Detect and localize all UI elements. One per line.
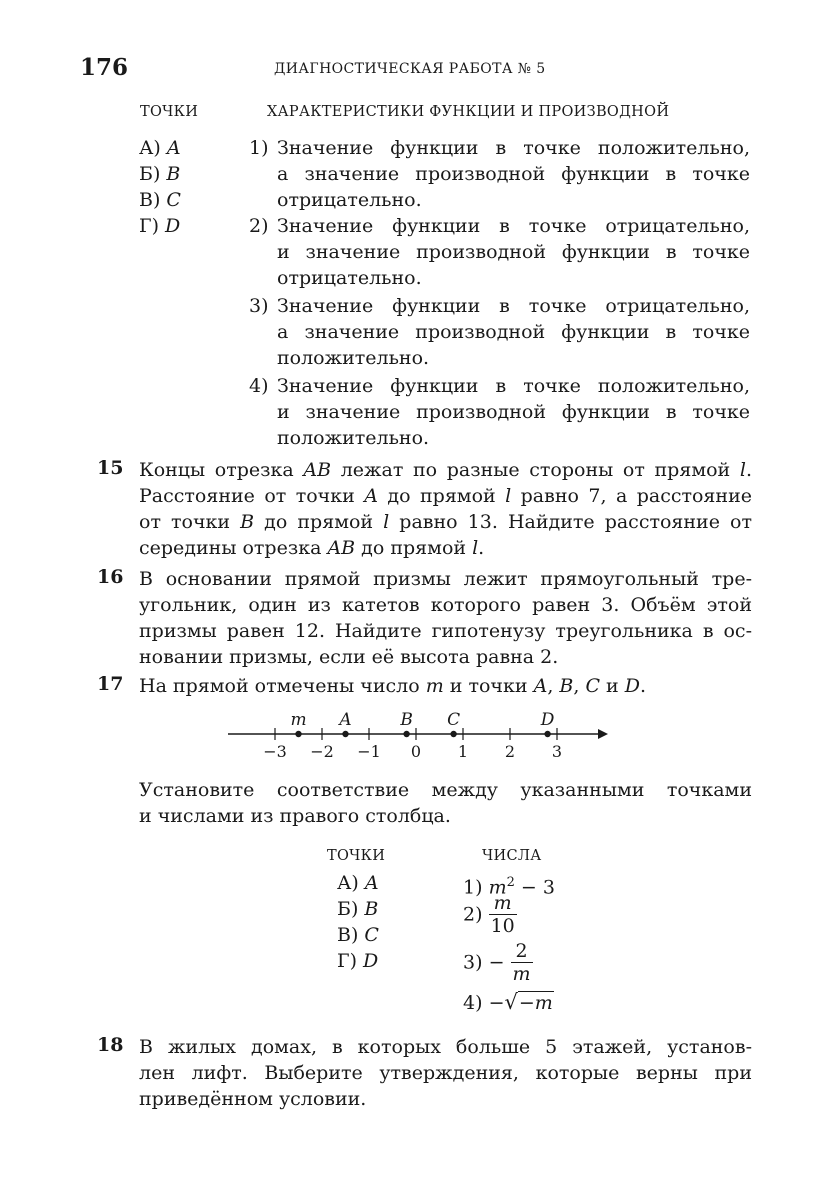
point-label: C	[447, 710, 461, 730]
point-label: m	[290, 710, 307, 730]
list-item: Б) B	[139, 163, 181, 185]
numbers-column-header: ЧИСЛА	[482, 848, 542, 864]
number-option-1: 1) $m^2 - 3$	[463, 875, 555, 899]
marked-point	[544, 731, 550, 737]
number-option-2: 2) $\frac{m}{10}$	[463, 892, 515, 937]
tick-label: 3	[551, 742, 563, 761]
task-number-17: 17	[97, 673, 124, 695]
marked-point	[450, 731, 456, 737]
tick-label: 0	[410, 742, 422, 761]
points-column-header: ТОЧКИ	[140, 104, 199, 120]
point-label: A	[339, 710, 352, 730]
tick-label: −3	[263, 742, 287, 761]
marked-point	[342, 731, 348, 737]
marked-point	[403, 731, 409, 737]
task-18-text: В жилых домах, в которых больше 5 этажей, установ- лен лифт. Выберите утверждения, которые верны при приведённом условии.	[139, 1036, 752, 1110]
list-item: А) A	[139, 137, 181, 159]
characteristics-column-header: ХАРАКТЕРИСТИКИ ФУНКЦИИ И ПРОИЗВОДНОЙ	[267, 104, 670, 120]
list-item: Б) B	[337, 898, 379, 920]
point-label: D	[540, 710, 555, 730]
marked-point	[295, 731, 301, 737]
task-17-instruction: Установите соответствие между указанными точками и числами из правого столбца.	[139, 779, 752, 827]
list-item: 2) Значение функции в точке отрицательно, и значение производной функции в точке отрицательно.	[249, 215, 750, 289]
number-line	[220, 706, 620, 762]
tick-label: 1	[457, 742, 469, 761]
running-title: ДИАГНОСТИЧЕСКАЯ РАБОТА № 5	[274, 61, 546, 77]
task-16-text: В основании прямой призмы лежит прямоугольный тре- угольник, один из катетов которого равен 3. Объём этой призмы равен 12. Найдите гипотенузу треугольника в ос- новании призмы, если её высота равна 2.	[139, 568, 752, 668]
characteristics-list	[249, 135, 750, 453]
point-list	[139, 135, 181, 239]
tick-label: 2	[504, 742, 516, 761]
task-17-intro: На прямой отмечены число m и точки A, B, C и D.	[139, 675, 647, 697]
task-15-text: Концы отрезка AB лежат по разные стороны от прямой l. Расстояние от точки A до прямой l равно 7, а расстояние от точки B до прямой l равно 13. Найдите расстояние от середины отрезка AB до прямой l.	[139, 459, 752, 559]
list-item: Г) D	[139, 215, 181, 237]
list-item: 1) Значение функции в точке положительно, а значение производной функции в точке отрицательно.	[249, 137, 750, 211]
list-item: 3) Значение функции в точке отрицательно, а значение производной функции в точке положительно.	[249, 295, 750, 369]
number-line-arrow	[598, 729, 608, 739]
fraction: $\frac{m}{10}$	[490, 892, 515, 937]
points-column-header-17: ТОЧКИ	[327, 848, 386, 864]
fraction: $\frac{2}{m}$	[512, 940, 531, 985]
tick-label: −1	[357, 742, 381, 761]
task-number-16: 16	[97, 566, 124, 588]
list-item: 4) Значение функции в точке положительно, и значение производной функции в точке положительно.	[249, 375, 750, 449]
tick-label: −2	[310, 742, 334, 761]
list-item: В) C	[139, 189, 181, 211]
number-option-4: 4) −√−m	[463, 990, 553, 1014]
list-item: В) C	[337, 924, 379, 946]
number-option-3: 3) − $\frac{2}{m}$	[463, 940, 531, 985]
list-item: Г) D	[337, 950, 379, 972]
page-number: 176	[80, 54, 129, 81]
task-number-18: 18	[97, 1034, 124, 1056]
task-number-15: 15	[97, 457, 124, 479]
point-list-17	[337, 870, 379, 974]
point-label: B	[400, 710, 413, 730]
sqrt-sign-icon: √	[504, 990, 518, 1014]
list-item: А) A	[337, 872, 379, 894]
